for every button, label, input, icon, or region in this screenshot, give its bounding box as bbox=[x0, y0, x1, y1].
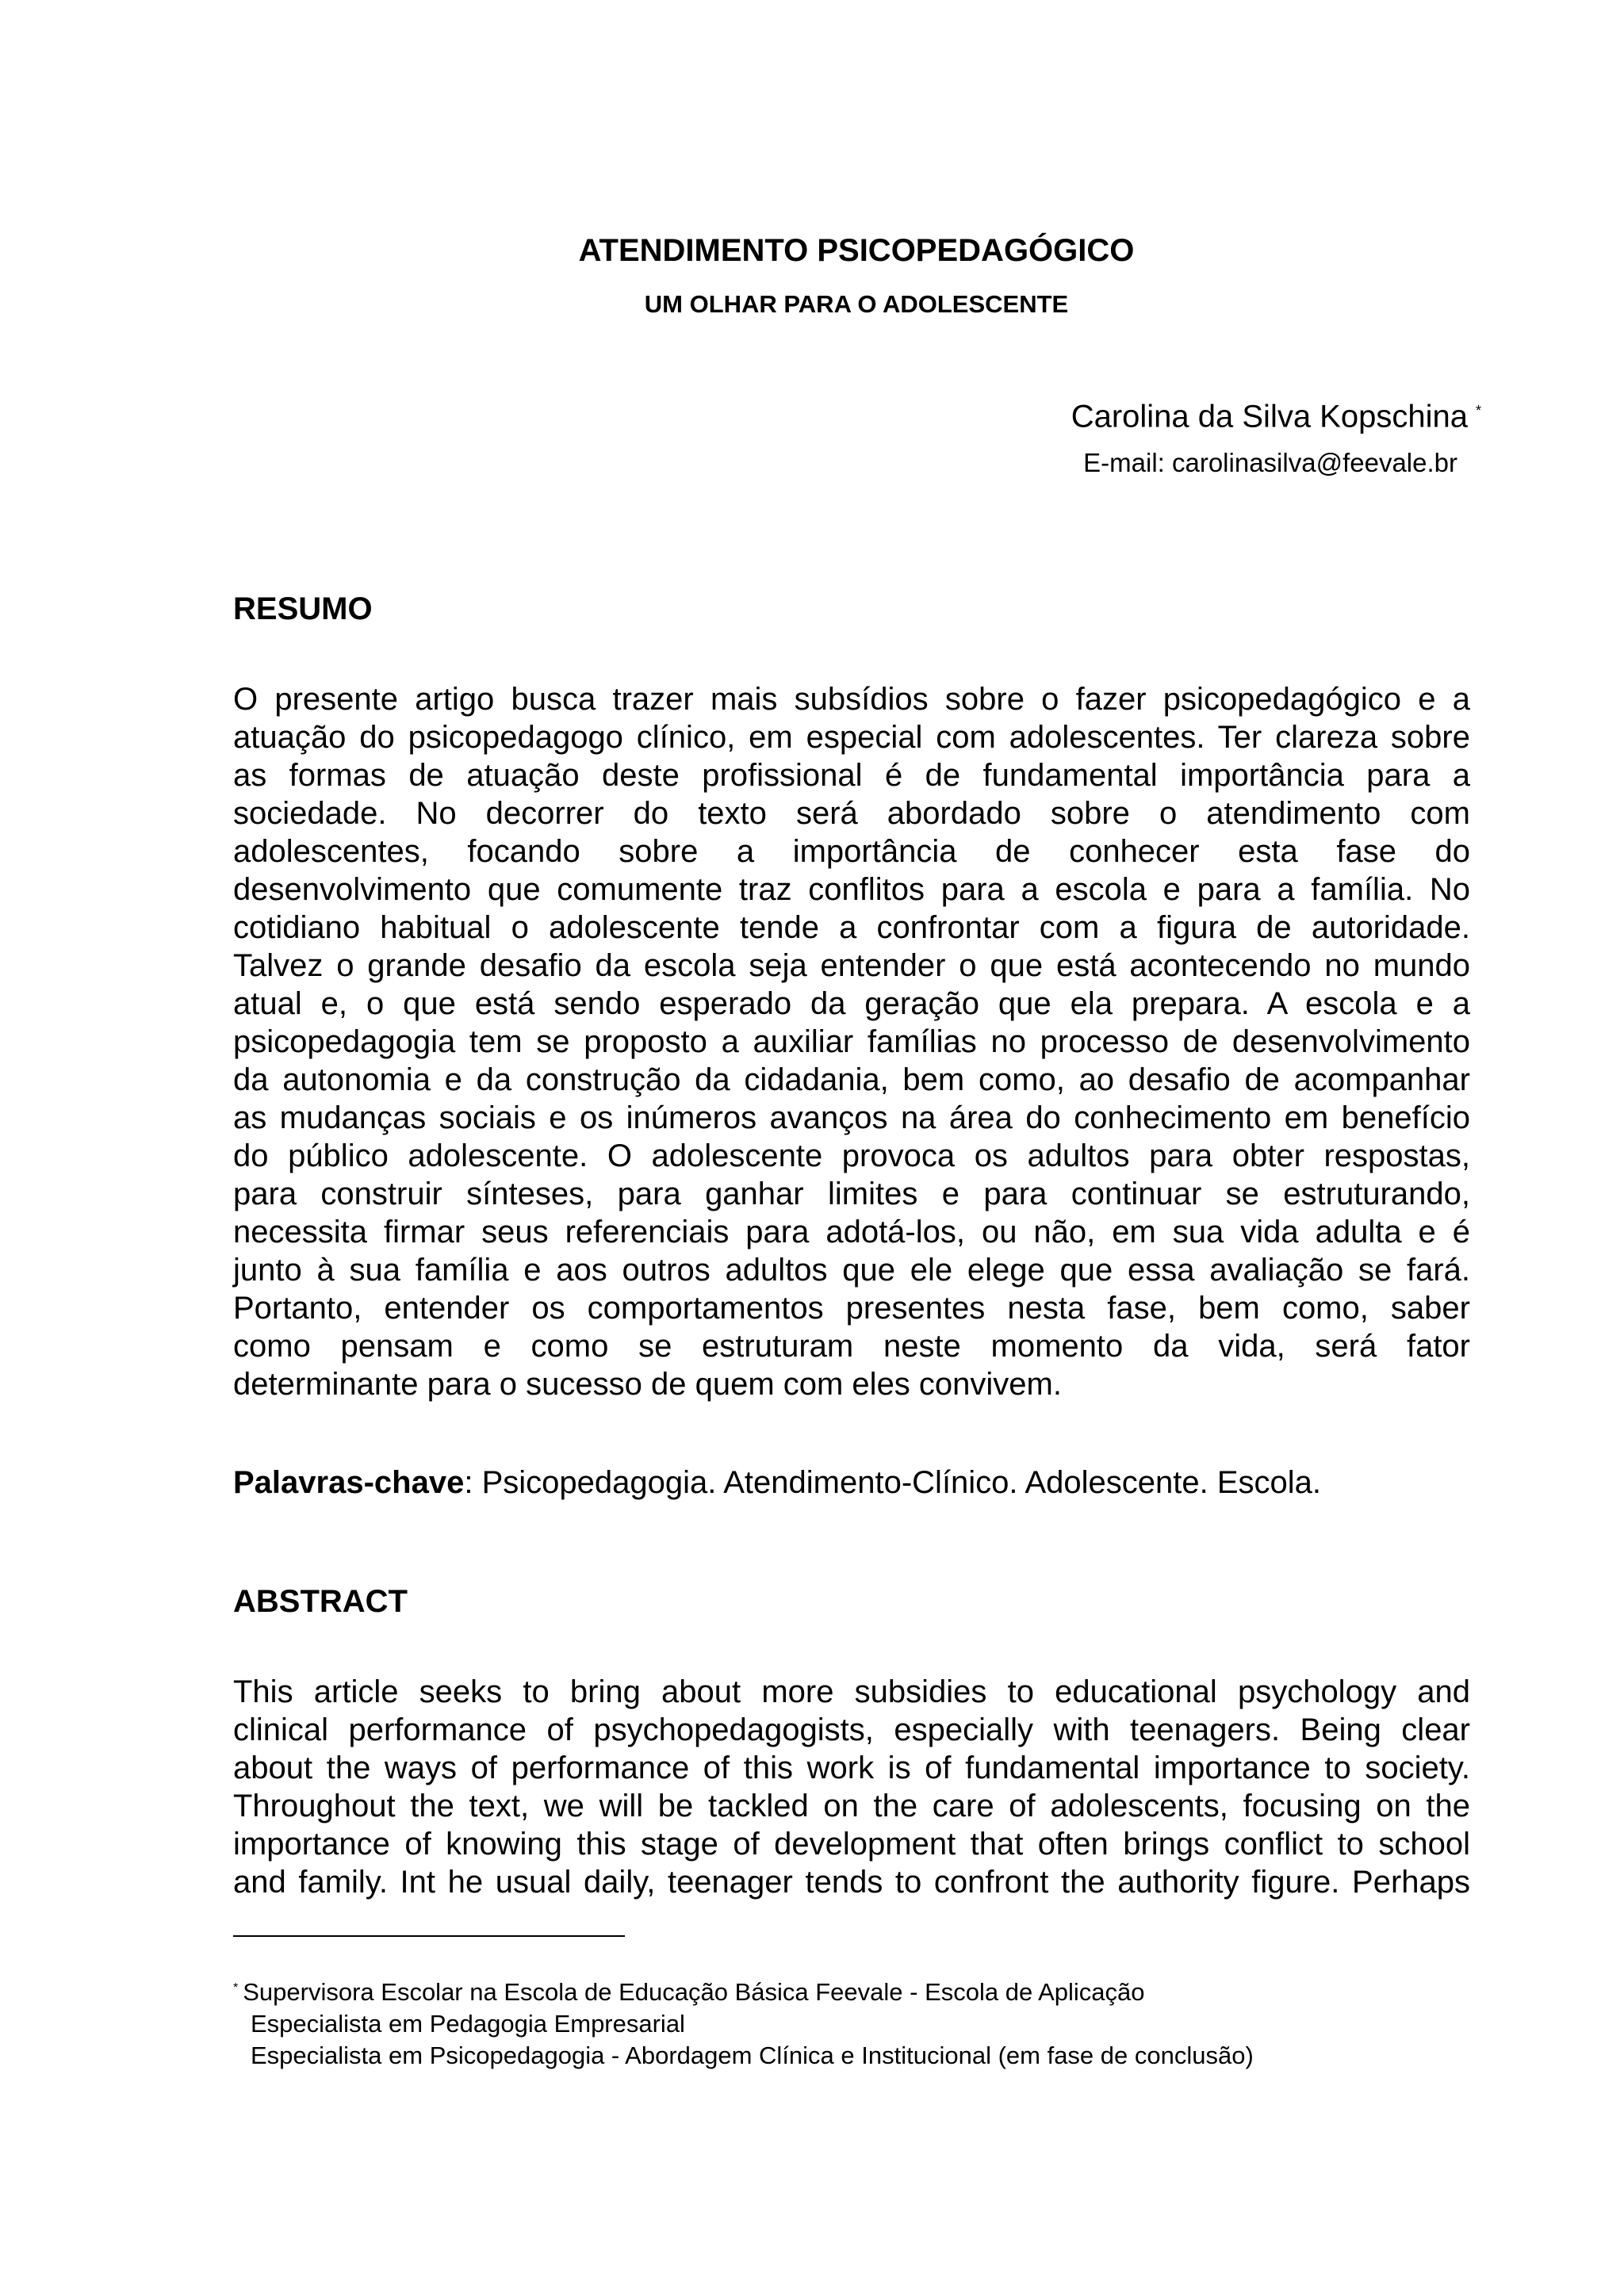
resumo-heading: RESUMO bbox=[233, 591, 373, 626]
footnote-line bbox=[233, 1978, 1145, 2006]
resumo-body bbox=[233, 680, 1470, 1403]
resumo-line: Talvez o grande desafio da escola seja entender o que está acontecendo no mundo bbox=[233, 948, 1470, 983]
paper-title: ATENDIMENTO PSICOPEDAGÓGICO bbox=[578, 233, 1135, 268]
keywords-text: Psicopedagogia. Atendimento-Clínico. Adolescente. Escola. bbox=[473, 1465, 1322, 1500]
resumo-line: atual e, o que está sendo esperado da geração que ela prepara. A escola e a bbox=[233, 986, 1470, 1021]
resumo-line: determinante para o sucesso de quem com eles convivem. bbox=[233, 1367, 1062, 1402]
resumo-line: necessita firmar seus referenciais para adotá-los, ou não, em sua vida adulta e é bbox=[233, 1215, 1470, 1249]
footnote-divider bbox=[233, 1935, 625, 1937]
resumo-line: adolescentes, focando sobre a importância de conhecer esta fase do bbox=[233, 834, 1470, 869]
resumo-line: cotidiano habitual o adolescente tende a confrontar com a figura de autoridade. bbox=[233, 910, 1470, 945]
keywords bbox=[233, 1464, 1321, 1502]
resumo-line: como pensam e como se estruturam neste momento da vida, será fator bbox=[233, 1329, 1470, 1364]
footnote-line-text: Supervisora Escolar na Escola de Educação Básica Feevale - Escola de Aplicação bbox=[243, 1978, 1145, 2007]
resumo-line: atuação do psicopedagogo clínico, em especial com adolescentes. Ter clareza sobre bbox=[233, 720, 1470, 755]
keywords-label: Palavras-chave bbox=[233, 1465, 465, 1500]
abstract-body bbox=[233, 1673, 1470, 1901]
resumo-line: para construir sínteses, para ganhar limites e para continuar se estruturando, bbox=[233, 1177, 1470, 1211]
abstract-line: about the ways of performance of this work is of fundamental importance to society. bbox=[233, 1751, 1470, 1785]
footnote-mark: * bbox=[233, 1981, 239, 1995]
footnote bbox=[233, 1973, 1254, 2072]
paper-subtitle: UM OLHAR PARA O ADOLESCENTE bbox=[644, 290, 1069, 318]
author-name bbox=[1071, 392, 1481, 435]
abstract-line: This article seeks to bring about more subsidies to educational psychology and bbox=[233, 1674, 1470, 1709]
author-name-text: Carolina da Silva Kopschina bbox=[1071, 399, 1468, 434]
keywords-separator: : bbox=[464, 1465, 473, 1500]
resumo-line: psicopedagogia tem se proposto a auxiliar famílias no processo de desenvolvimento bbox=[233, 1024, 1470, 1059]
author-footnote-mark: * bbox=[1475, 403, 1481, 419]
resumo-line: O presente artigo busca trazer mais subsídios sobre o fazer psicopedagógico e a bbox=[233, 682, 1470, 717]
resumo-line: junto à sua família e aos outros adultos que ele elege que essa avaliação se fará. bbox=[233, 1253, 1470, 1288]
abstract-line: importance of knowing this stage of development that often brings conflict to school bbox=[233, 1827, 1470, 1862]
author-email: E-mail: carolinasilva@feevale.br bbox=[1083, 448, 1457, 477]
resumo-line: do público adolescente. O adolescente provoca os adultos para obter respostas, bbox=[233, 1138, 1470, 1173]
resumo-line: da autonomia e da construção da cidadania, bem como, ao desafio de acompanhar bbox=[233, 1062, 1470, 1097]
resumo-line: as formas de atuação deste profissional é de fundamental importância para a bbox=[233, 758, 1470, 793]
resumo-line: Portanto, entender os comportamentos presentes nesta fase, bem como, saber bbox=[233, 1291, 1470, 1326]
resumo-line: desenvolvimento que comumente traz conflitos para a escola e para a família. No bbox=[233, 872, 1470, 907]
abstract-line: and family. Int he usual daily, teenager tends to confront the authority figure. Perhaps bbox=[233, 1865, 1470, 1900]
resumo-line: as mudanças sociais e os inúmeros avanços na área do conhecimento em benefício bbox=[233, 1100, 1470, 1135]
resumo-line: sociedade. No decorrer do texto será abordado sobre o atendimento com bbox=[233, 796, 1470, 831]
footnote-line: Especialista em Psicopedagogia - Abordagem Clínica e Institucional (em fase de conclusão) bbox=[251, 2042, 1254, 2070]
abstract-heading: ABSTRACT bbox=[233, 1584, 408, 1619]
abstract-line: Throughout the text, we will be tackled on the care of adolescents, focusing on the bbox=[233, 1789, 1470, 1823]
abstract-line: clinical performance of psychopedagogists, especially with teenagers. Being clear bbox=[233, 1712, 1470, 1747]
footnote-line: Especialista em Pedagogia Empresarial bbox=[251, 2010, 685, 2038]
